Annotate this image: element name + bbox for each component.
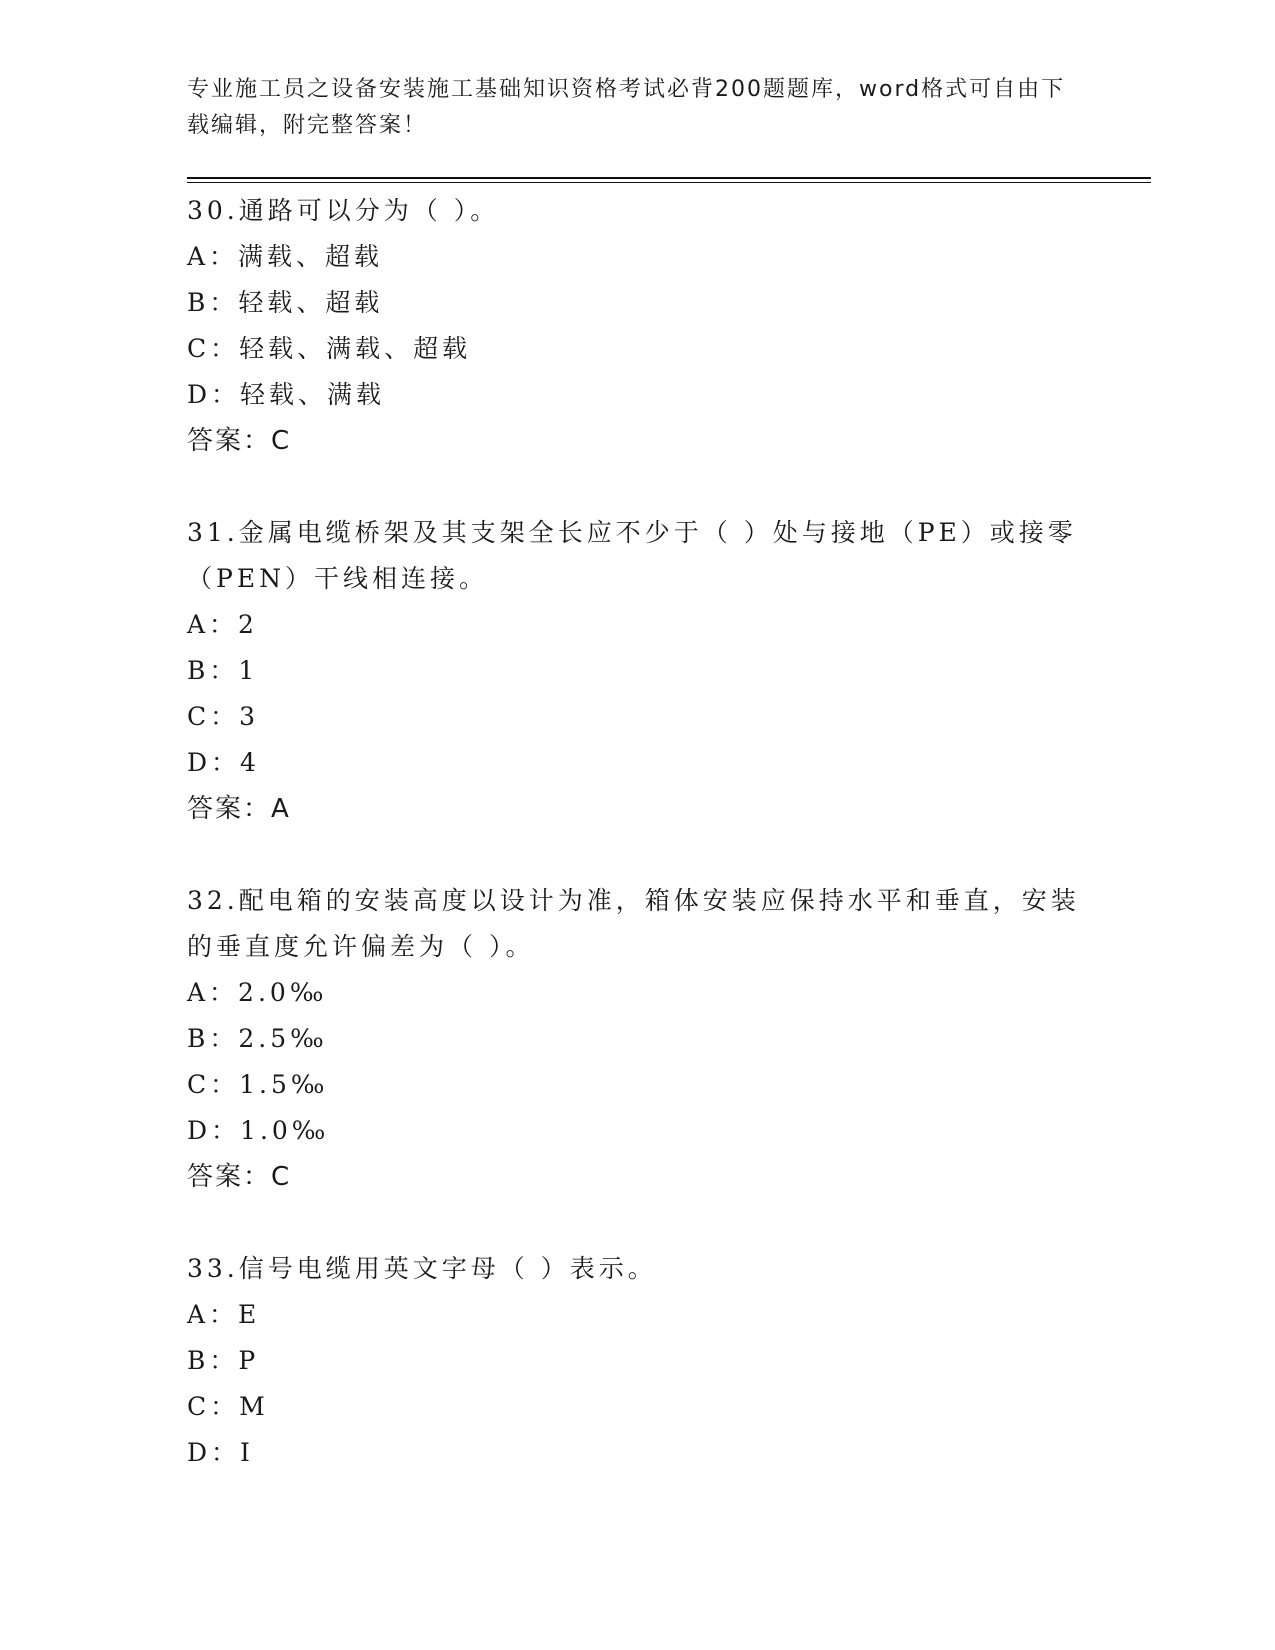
option-c: C：轻载、满载、超载: [187, 334, 472, 363]
option-b: B：轻载、超载: [187, 288, 384, 317]
option-a: A：E: [187, 1300, 261, 1329]
document-header: 专业施工员之设备安装施工基础知识资格考试必背200题题库，word格式可自由下载编辑，附完整答案！: [187, 77, 1066, 138]
question-stem: 31.金属电缆桥架及其支架全长应不少于（ ）处与接地（PE）或接零（PEN）干线相连接。: [187, 518, 1077, 593]
option-a: A：满载、超载: [187, 242, 384, 271]
option-b: B：1: [187, 656, 259, 685]
question-list: [187, 188, 1087, 1522]
option-c: C：1.5‰: [187, 1070, 329, 1099]
question-32: [187, 878, 1087, 1200]
option-c: C：3: [187, 702, 260, 731]
option-d: D：I: [187, 1438, 254, 1467]
question-31: [187, 510, 1087, 832]
option-a: A：2: [187, 610, 258, 639]
option-b: B：2.5‰: [187, 1024, 328, 1053]
option-d: D：1.0‰: [187, 1116, 330, 1145]
option-d: D：轻载、满载: [187, 380, 386, 409]
question-30: [187, 188, 1087, 464]
option-b: B：P: [187, 1346, 260, 1375]
option-c: C：M: [187, 1392, 269, 1421]
question-stem: 32.配电箱的安装高度以设计为准，箱体安装应保持水平和垂直，安装的垂直度允许偏差为（ ）。: [187, 886, 1080, 961]
question-stem: 33.信号电缆用英文字母（ ）表示。: [187, 1254, 657, 1283]
header-rule-thin: [187, 182, 1151, 183]
answer: 答案：C: [187, 1162, 292, 1192]
option-a: A：2.0‰: [187, 978, 328, 1007]
answer: 答案：C: [187, 426, 292, 456]
question-stem: 30.通路可以分为（ ）。: [187, 196, 500, 225]
option-d: D：4: [187, 748, 260, 777]
answer: 答案：A: [187, 794, 291, 824]
question-33: [187, 1246, 1087, 1476]
header-rule-thick: [187, 177, 1151, 179]
